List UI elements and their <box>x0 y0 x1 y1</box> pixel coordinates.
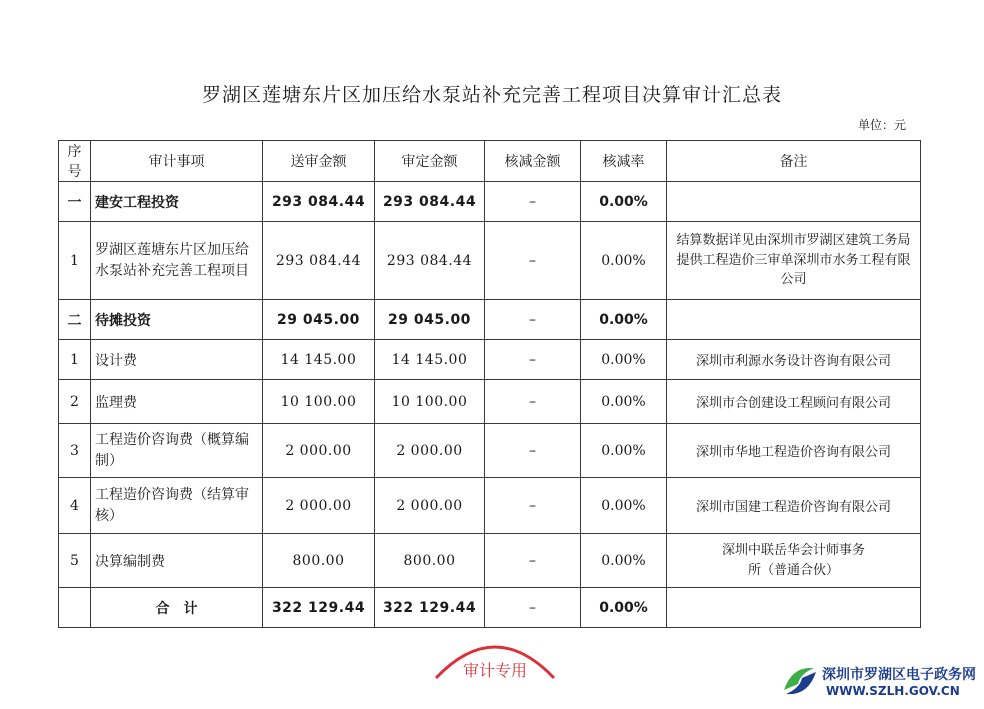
row-submitted: 14 145.00 <box>263 340 375 380</box>
row-note: 深圳市合创建设工程顾问有限公司 <box>667 380 921 424</box>
site-logo-icon <box>780 660 820 700</box>
row-rate: 0.00% <box>581 300 667 340</box>
row-reduction: – <box>485 222 581 300</box>
site-name: 深圳市罗湖区电子政务网 <box>822 667 976 683</box>
site-url: WWW.SZLH.GOV.CN <box>826 684 960 698</box>
table-row <box>59 340 921 380</box>
row-item: 建安工程投资 <box>91 182 263 222</box>
row-submitted: 2 000.00 <box>263 424 375 478</box>
seal-text: 审计专用 <box>462 661 528 680</box>
row-note <box>667 300 921 340</box>
row-no: 5 <box>59 534 91 588</box>
total-note <box>667 588 921 628</box>
row-rate: 0.00% <box>581 380 667 424</box>
row-note: 深圳中联岳华会计师事务所（普通合伙） <box>667 534 921 588</box>
row-reduction: – <box>485 380 581 424</box>
row-note: 深圳市华地工程造价咨询有限公司 <box>667 424 921 478</box>
total-approved: 322 129.44 <box>375 588 485 628</box>
total-reduction: – <box>485 588 581 628</box>
header-cell-reduction: 核减金额 <box>485 141 581 182</box>
table-row <box>59 182 921 222</box>
header-cell-no: 序号 <box>59 141 91 182</box>
total-label: 合 计 <box>91 588 263 628</box>
row-submitted: 10 100.00 <box>263 380 375 424</box>
row-no: 1 <box>59 222 91 300</box>
total-no <box>59 588 91 628</box>
header-cell-rate: 核减率 <box>581 141 667 182</box>
table-total-row <box>59 588 921 628</box>
row-item: 设计费 <box>91 340 263 380</box>
table-header-row <box>59 141 921 182</box>
row-submitted: 293 084.44 <box>263 182 375 222</box>
table-row <box>59 534 921 588</box>
row-item: 罗湖区莲塘东片区加压给水泵站补充完善工程项目 <box>91 222 263 300</box>
row-no: 二 <box>59 300 91 340</box>
row-reduction: – <box>485 424 581 478</box>
row-approved: 293 084.44 <box>375 222 485 300</box>
row-note: 深圳市利源水务设计咨询有限公司 <box>667 340 921 380</box>
table-row <box>59 300 921 340</box>
row-item: 监理费 <box>91 380 263 424</box>
row-no: 4 <box>59 478 91 534</box>
row-reduction: – <box>485 534 581 588</box>
row-submitted: 800.00 <box>263 534 375 588</box>
row-note: 深圳市国建工程造价咨询有限公司 <box>667 478 921 534</box>
row-note: 结算数据详见由深圳市罗湖区建筑工务局提供工程造价三审单深圳市水务工程有限公司 <box>667 222 921 300</box>
header-cell-submitted: 送审金额 <box>263 141 375 182</box>
table-row <box>59 478 921 534</box>
table-row <box>59 380 921 424</box>
row-no: 2 <box>59 380 91 424</box>
row-reduction: – <box>485 340 581 380</box>
row-approved: 800.00 <box>375 534 485 588</box>
unit-label: 单位：元 <box>858 118 907 132</box>
header-cell-note: 备注 <box>667 141 921 182</box>
row-rate: 0.00% <box>581 478 667 534</box>
row-rate: 0.00% <box>581 534 667 588</box>
table-row <box>59 424 921 478</box>
row-item: 待摊投资 <box>91 300 263 340</box>
row-approved: 2 000.00 <box>375 424 485 478</box>
row-submitted: 293 084.44 <box>263 222 375 300</box>
audit-summary-table <box>58 140 921 628</box>
header-cell-item: 审计事项 <box>91 141 263 182</box>
row-no: 3 <box>59 424 91 478</box>
row-rate: 0.00% <box>581 182 667 222</box>
row-submitted: 2 000.00 <box>263 478 375 534</box>
row-no: 1 <box>59 340 91 380</box>
row-approved: 14 145.00 <box>375 340 485 380</box>
table-row <box>59 222 921 300</box>
row-reduction: – <box>485 478 581 534</box>
row-rate: 0.00% <box>581 340 667 380</box>
row-approved: 29 045.00 <box>375 300 485 340</box>
row-rate: 0.00% <box>581 222 667 300</box>
row-reduction: – <box>485 182 581 222</box>
row-no: 一 <box>59 182 91 222</box>
row-item: 工程造价咨询费（结算审核） <box>91 478 263 534</box>
total-submitted: 322 129.44 <box>263 588 375 628</box>
row-reduction: – <box>485 300 581 340</box>
total-rate: 0.00% <box>581 588 667 628</box>
page-title: 罗湖区莲塘东片区加压给水泵站补充完善工程项目决算审计汇总表 <box>201 84 782 106</box>
row-note <box>667 182 921 222</box>
row-submitted: 29 045.00 <box>263 300 375 340</box>
row-approved: 2 000.00 <box>375 478 485 534</box>
header-cell-approved: 审定金额 <box>375 141 485 182</box>
row-rate: 0.00% <box>581 424 667 478</box>
audit-seal <box>430 626 560 686</box>
row-approved: 293 084.44 <box>375 182 485 222</box>
row-approved: 10 100.00 <box>375 380 485 424</box>
row-item: 决算编制费 <box>91 534 263 588</box>
row-item: 工程造价咨询费（概算编制） <box>91 424 263 478</box>
